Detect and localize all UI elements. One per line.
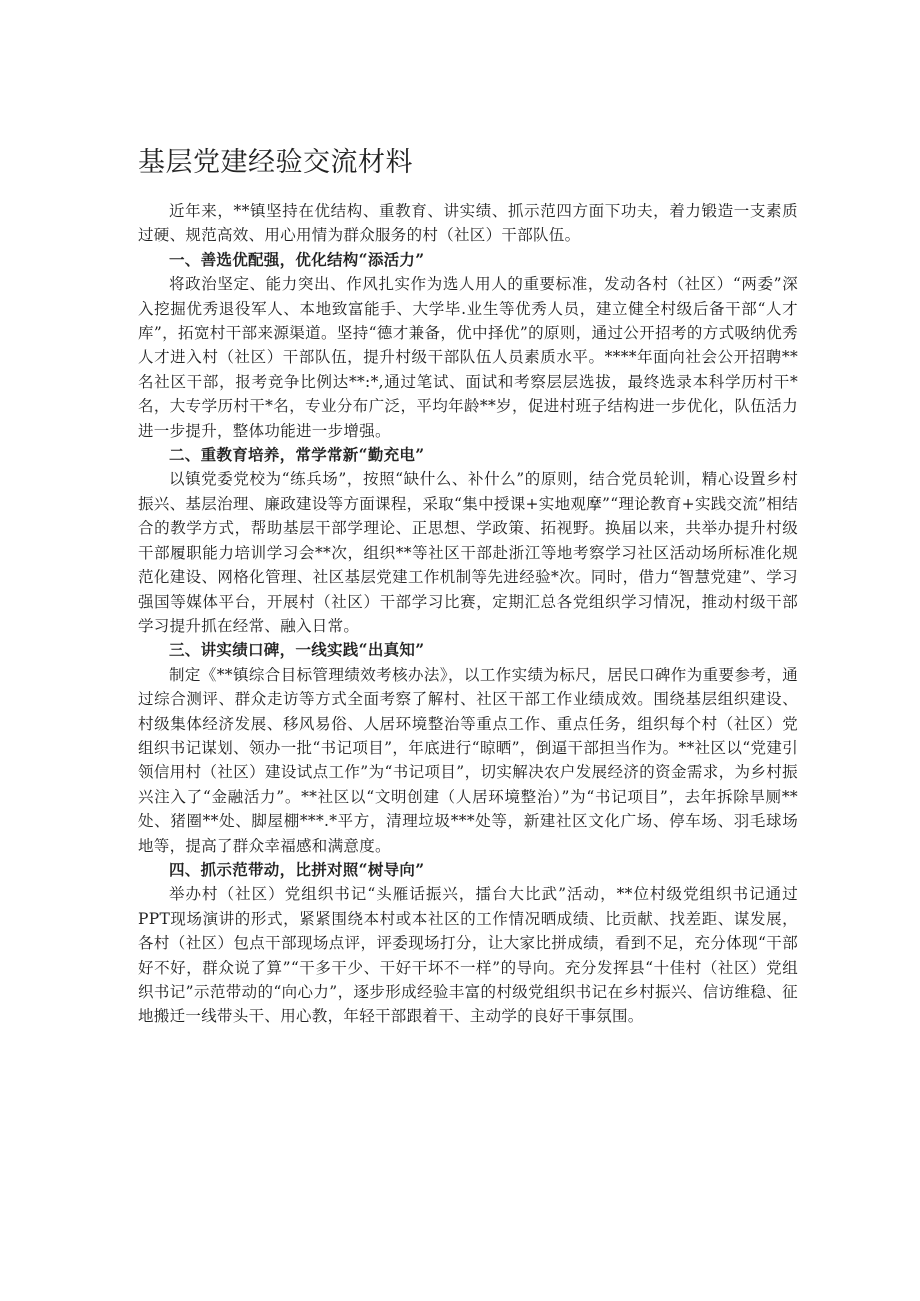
section-1-body: 将政治坚定、能力突出、作风扎实作为选人用人的重要标准，发动各村（社区）“两委”深入挖掘优秀退役军人、本地致富能手、大学毕.业生等优秀人员，建立健全村级后备干部“人才库”，拓宽村干部来源渠道。坚持“德才兼备，优中择优”的原则，通过公开招考的方式吸纳优秀人才进入村（社区）干部队伍，提升村级干部队伍人员素质水平。****年面向社会公开招聘**名社区干部，报考竞争比例达**:*,通过笔试、面试和考察层层选拔，最终选录本科学历村干*名，大专学历村干*名，专业分布广泛，平均年龄**岁，促进村班子结构进一步优化，队伍活力进一步提升，整体功能进一步增强。 [138, 275, 798, 440]
section-4-body: 举办村（社区）党组织书记“头雁话振兴，擂台大比武”活动，**位村级党组织书记通过PPT现场演讲的形式，紧紧围绕本村或本社区的工作情况晒成绩、比贡献、找差距、谋发展，各村（社区）包点干部现场点评，评委现场打分，让大家比拼成绩，看到不足，充分体现“干部好不好，群众说了算”“干多干少、干好干坏不一样”的导向。充分发挥县“十佳村（社区）党组织书记”示范带动的“向心力”，逐步形成经验丰富的村级党组织书记在乡村振兴、信访维稳、征地搬迁一线带头干、用心教，年轻干部跟着干、主动学的良好干事氛围。 [138, 885, 798, 1026]
section-2-heading: 二、重教育培养，常学常新“勤充电” [169, 445, 425, 465]
intro-paragraph: 近年来，**镇坚持在优结构、重教育、讲实绩、抓示范四方面下功夫，着力锻造一支素质过硬、规范高效、用心用情为群众服务的村（社区）干部队伍。 [138, 202, 798, 245]
document-title: 基层党建经验交流材料 [138, 147, 413, 178]
section-3-heading: 三、讲实绩口碑，一线实践“出真知” [169, 640, 425, 660]
section-2-body: 以镇党委党校为“练兵场”，按照“缺什么、补什么”的原则，结合党员轮训，精心设置乡村振兴、基层治理、廉政建设等方面课程，采取“集中授课+实地观摩”“理论教育+实践交流”相结合的教学方式，帮助基层干部学理论、正思想、学政策、拓视野。换届以来，共举办提升村级干部履职能力培训学习会**次，组织**等社区干部赴浙江等地考察学习社区活动场所标准化规范化建设、网格化管理、社区基层党建工作机制等先进经验*次。同时，借力“智慧党建”、学习强国等媒体平台，开展村（社区）干部学习比赛，定期汇总各党组织学习情况，推动村级干部学习提升抓在经常、融入日常。 [138, 470, 798, 635]
section-3-body: 制定《**镇综合目标管理绩效考核办法》，以工作实绩为标尺，居民口碑作为重要参考，通过综合测评、群众走访等方式全面考察了解村、社区干部工作业绩成效。围绕基层组织建设、村级集体经济发展、移风易俗、人居环境整治等重点工作、重点任务，组织每个村（社区）党组织书记谋划、领办一批“书记项目”，年底进行“晾晒”，倒逼干部担当作为。**社区以“党建引领信用村（社区）建设试点工作”为“书记项目”，切实解决农户发展经济的资金需求，为乡村振兴注入了“金融活力”。**社区以“文明创建（人居环境整治）”为“书记项目”，去年拆除旱厕**处、猪圈**处、脚屋棚***.*平方，清理垃圾***处等，新建社区文化广场、停车场、羽毛球场地等，提高了群众幸福感和满意度。 [138, 665, 798, 855]
section-1-heading: 一、善选优配强，优化结构“添活力” [169, 249, 425, 269]
section-4-heading: 四、抓示范带动，比拼对照“树导向” [169, 859, 425, 879]
document-body [138, 143, 798, 1029]
